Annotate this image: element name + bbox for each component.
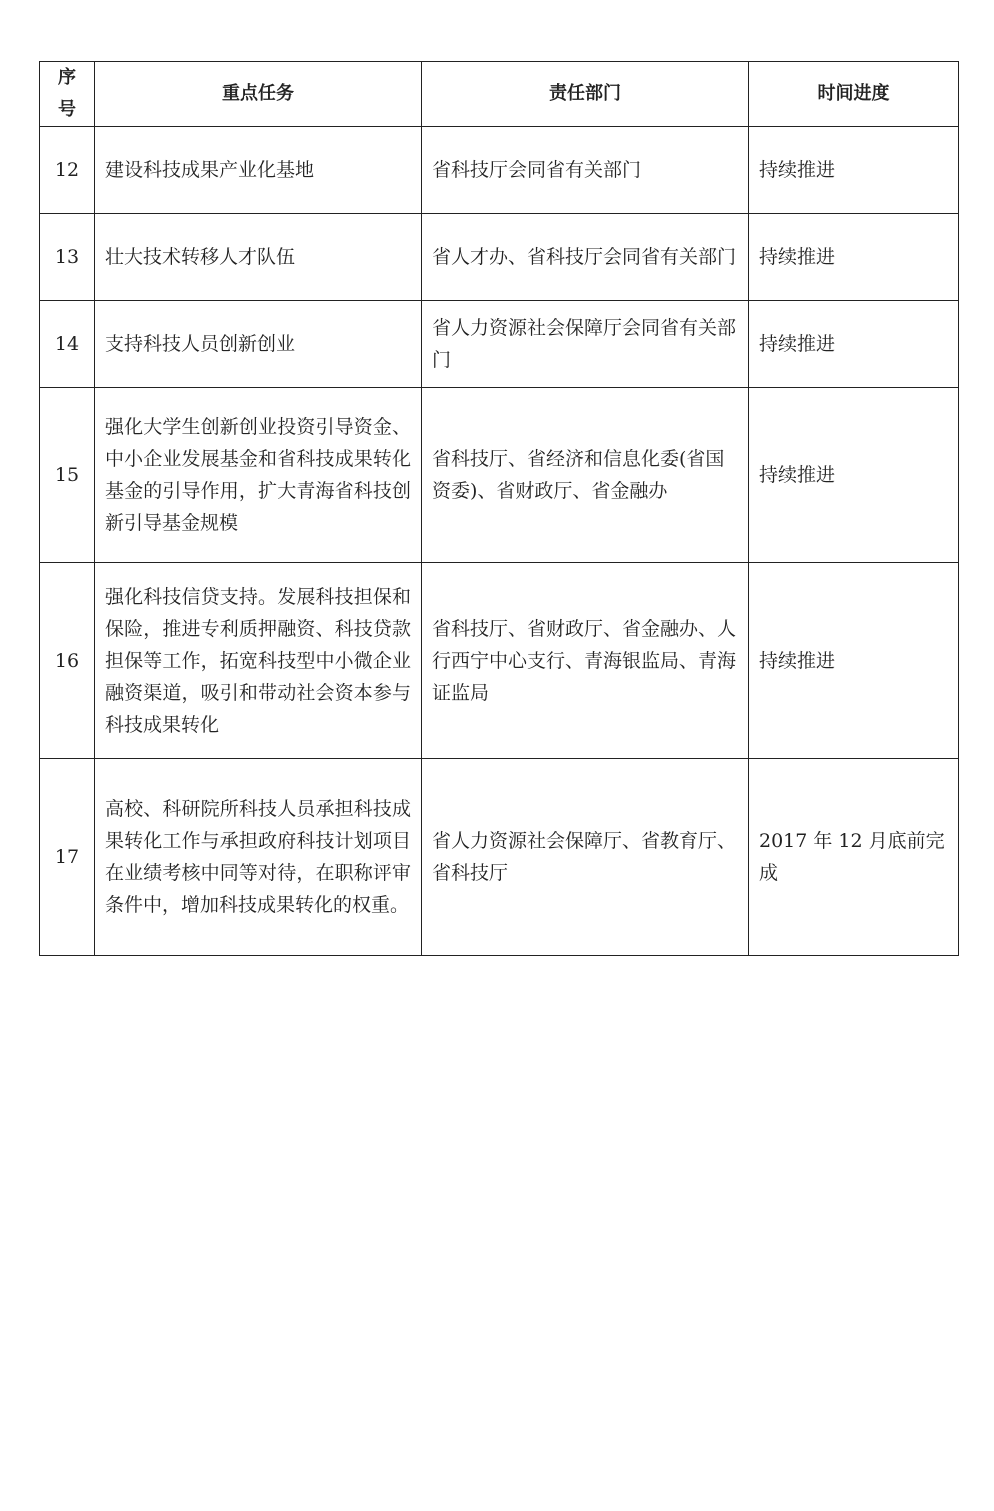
table-row [40, 563, 959, 759]
cell-task: 建设科技成果产业化基地 [95, 127, 422, 214]
cell-time: 持续推进 [749, 563, 959, 759]
table-row [40, 759, 959, 956]
cell-time: 2017 年 12 月底前完成 [749, 759, 959, 956]
cell-task: 强化大学生创新创业投资引导资金、中小企业发展基金和省科技成果转化基金的引导作用，扩大青海省科技创新引导基金规模 [95, 388, 422, 563]
header-seq: 序号 [40, 62, 95, 127]
cell-time: 持续推进 [749, 127, 959, 214]
cell-time: 持续推进 [749, 388, 959, 563]
cell-seq: 16 [40, 563, 95, 759]
header-dept: 责任部门 [422, 62, 749, 127]
cell-task: 支持科技人员创新创业 [95, 301, 422, 388]
cell-task: 强化科技信贷支持。发展科技担保和保险，推进专利质押融资、科技贷款担保等工作，拓宽科技型中小微企业融资渠道，吸引和带动社会资本参与科技成果转化 [95, 563, 422, 759]
cell-dept: 省人力资源社会保障厅会同省有关部门 [422, 301, 749, 388]
cell-dept: 省人才办、省科技厅会同省有关部门 [422, 214, 749, 301]
cell-task: 高校、科研院所科技人员承担科技成果转化工作与承担政府科技计划项目在业绩考核中同等对待，在职称评审条件中，增加科技成果转化的权重。 [95, 759, 422, 956]
cell-dept: 省科技厅、省财政厅、省金融办、人行西宁中心支行、青海银监局、青海证监局 [422, 563, 749, 759]
table-header-row [40, 62, 959, 127]
table-row [40, 388, 959, 563]
cell-seq: 12 [40, 127, 95, 214]
cell-seq: 13 [40, 214, 95, 301]
cell-seq: 17 [40, 759, 95, 956]
cell-dept: 省人力资源社会保障厅、省教育厅、省科技厅 [422, 759, 749, 956]
cell-dept: 省科技厅会同省有关部门 [422, 127, 749, 214]
cell-seq: 15 [40, 388, 95, 563]
table-row [40, 127, 959, 214]
cell-task: 壮大技术转移人才队伍 [95, 214, 422, 301]
cell-time: 持续推进 [749, 214, 959, 301]
cell-time: 持续推进 [749, 301, 959, 388]
table-row [40, 301, 959, 388]
cell-seq: 14 [40, 301, 95, 388]
cell-dept: 省科技厅、省经济和信息化委(省国资委)、省财政厅、省金融办 [422, 388, 749, 563]
task-table [39, 61, 959, 956]
header-time: 时间进度 [749, 62, 959, 127]
header-task: 重点任务 [95, 62, 422, 127]
table-row [40, 214, 959, 301]
